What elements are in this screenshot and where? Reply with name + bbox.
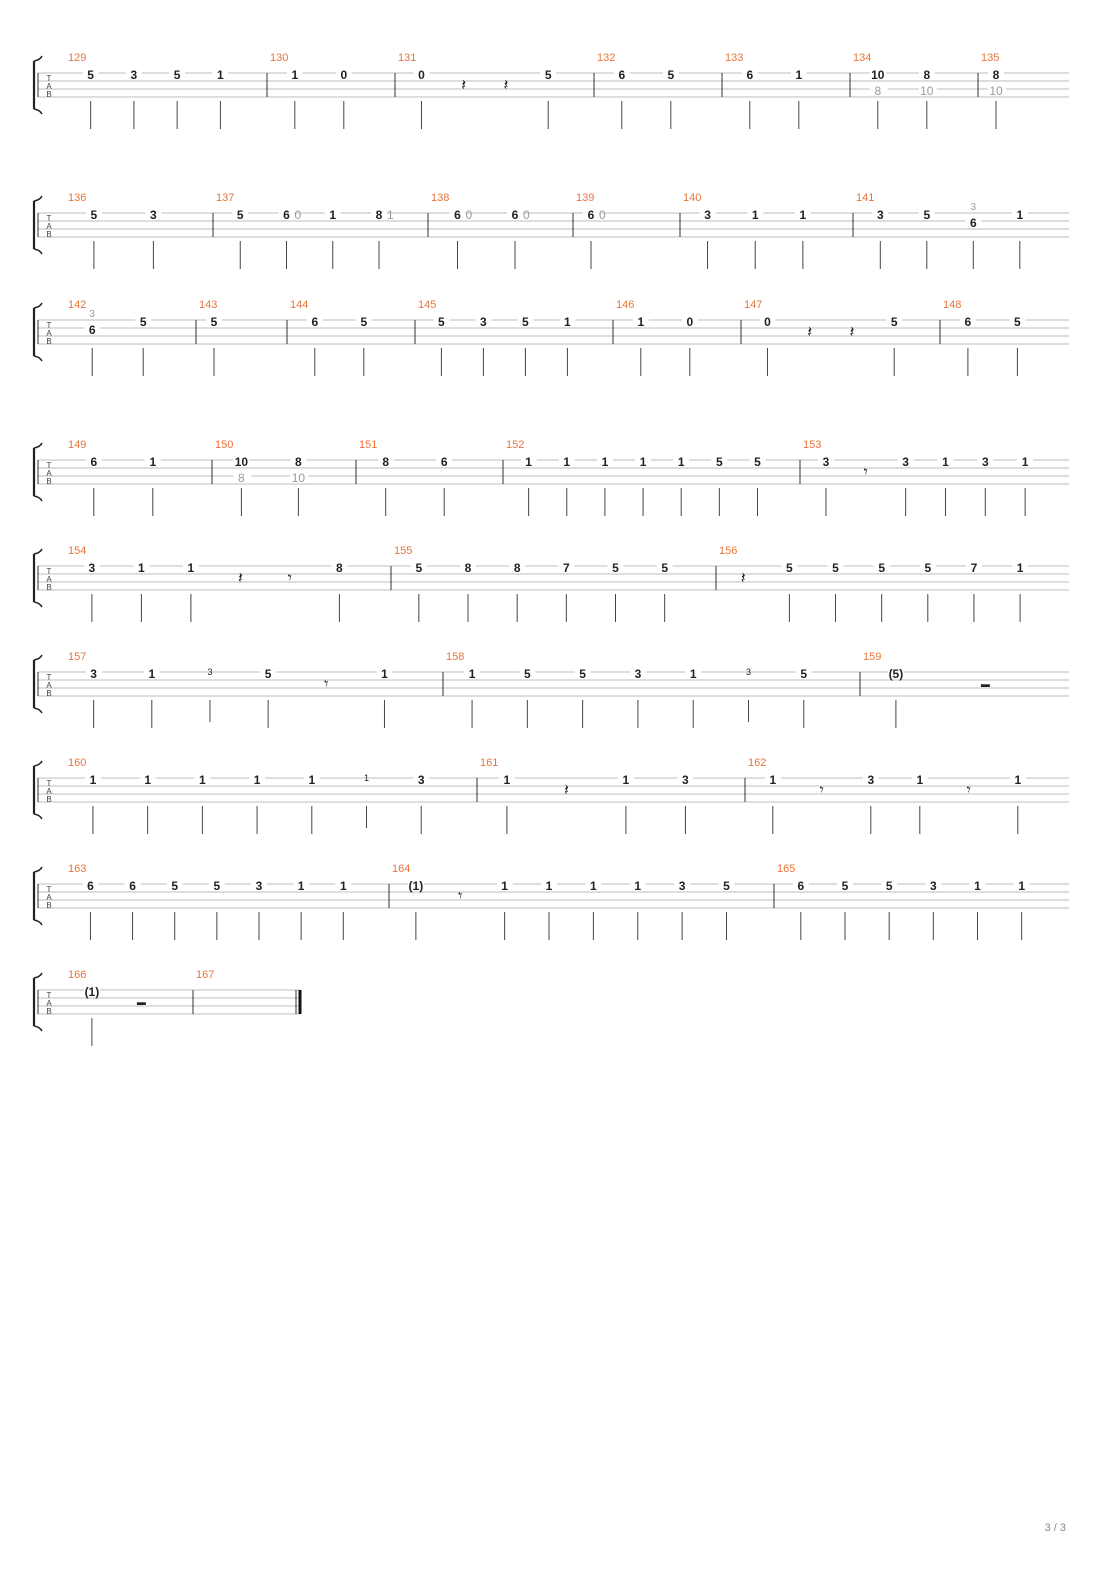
fret-number: 3 — [90, 667, 97, 681]
fret-number: 5 — [832, 561, 839, 575]
measure-number: 132 — [597, 52, 616, 64]
fret-number: 5 — [786, 561, 793, 575]
tab-clef-letter: A — [46, 222, 52, 231]
fret-number: 1 — [799, 208, 807, 222]
ghost-fret-number: 0 — [599, 208, 606, 222]
fret-number: 0 — [418, 68, 425, 82]
ghost-fret-number: 1 — [387, 208, 394, 222]
measure-number: 157 — [68, 651, 87, 663]
tab-clef-letter: B — [46, 230, 52, 239]
measure-number: 143 — [199, 299, 218, 311]
rest-symbol: ▬ — [136, 997, 146, 1007]
fret-number: 1 — [381, 667, 388, 681]
measure-number: 159 — [863, 651, 882, 663]
fret-number: 6 — [129, 879, 136, 893]
measure-number: 161 — [480, 757, 499, 769]
fret-number: 5 — [544, 68, 552, 82]
measure-number: 153 — [803, 439, 822, 451]
fret-number: 5 — [612, 561, 619, 575]
fret-number: 7 — [562, 561, 570, 575]
fret-number: 1 — [468, 667, 476, 681]
staff-system — [34, 863, 1069, 940]
fret-number: 3 — [981, 455, 989, 469]
fret-number: 1 — [308, 773, 316, 787]
rest-symbol: 𝄽 — [503, 77, 509, 94]
fret-number: 3 — [682, 773, 689, 787]
measure-number: 137 — [216, 192, 235, 204]
fret-number: 0 — [340, 68, 348, 82]
tab-clef-letter: A — [46, 893, 52, 902]
tab-clef-letter: A — [46, 469, 52, 478]
measure-number: 144 — [290, 299, 309, 311]
fret-number: 5 — [438, 315, 445, 329]
fret-number: 3 — [867, 773, 875, 787]
fret-number: 8 — [375, 208, 383, 222]
lower-fret-number: 10 — [920, 84, 934, 98]
staff-system — [34, 757, 1069, 834]
fret-number: 6 — [511, 208, 519, 222]
fret-number: 1 — [138, 561, 145, 575]
tab-clef-letter: A — [46, 999, 52, 1008]
measure-number: 156 — [719, 545, 738, 557]
fret-number: 3 — [902, 455, 909, 469]
rest-symbol: ▬ — [980, 679, 990, 689]
fret-number: 5 — [213, 879, 221, 893]
fret-number: 6 — [587, 208, 595, 222]
fret-number: 5 — [923, 208, 931, 222]
fret-number: 1 — [942, 455, 949, 469]
measure-number: 164 — [392, 863, 411, 875]
fret-number: 3 — [130, 68, 138, 82]
fret-number: 5 — [360, 315, 368, 329]
fret-number: 1 — [564, 315, 571, 329]
measure-number: 158 — [446, 651, 465, 663]
measure-number: 136 — [68, 192, 87, 204]
measure-number: 131 — [398, 52, 417, 64]
fret-number: 5 — [90, 208, 98, 222]
fret-number: 5 — [754, 455, 761, 469]
rest-symbol: 𝄾 — [287, 570, 293, 587]
measure-number: 133 — [725, 52, 744, 64]
fret-number: 3 — [678, 879, 686, 893]
fret-number: 5 — [661, 561, 669, 575]
tab-clef-letter: B — [46, 689, 52, 698]
fret-number: 6 — [88, 323, 96, 337]
measure-number: 141 — [856, 192, 875, 204]
fret-number: 5 — [173, 68, 181, 82]
fret-number: 6 — [797, 879, 805, 893]
measure-number: 138 — [431, 192, 450, 204]
fret-number: 1 — [89, 773, 97, 787]
upper-fret-number: 3 — [970, 202, 977, 213]
fret-number: 5 — [924, 561, 932, 575]
tab-clef-letter: B — [46, 795, 52, 804]
fret-number: 3 — [480, 315, 487, 329]
tab-clef-letter: A — [46, 329, 52, 338]
rest-symbol: 𝄾 — [966, 782, 971, 799]
fret-number: 1 — [563, 455, 571, 469]
ghost-fret-number: 0 — [523, 208, 530, 222]
measure-number: 166 — [68, 969, 87, 981]
measure-number: 146 — [616, 299, 635, 311]
fret-number: 5 — [139, 315, 147, 329]
fret-number: 5 — [715, 455, 723, 469]
fret-number: (1) — [84, 985, 100, 999]
rest-symbol: 𝄾 — [324, 676, 329, 693]
fret-number: 8 — [382, 455, 390, 469]
measure-number: 129 — [68, 52, 87, 64]
fret-number: 5 — [415, 561, 423, 575]
staff-system — [34, 545, 1069, 622]
tab-clef-letter: T — [46, 321, 52, 330]
measure-number: 147 — [744, 299, 763, 311]
fret-number: 1 — [689, 667, 697, 681]
fret-number: 1 — [297, 879, 305, 893]
tab-clef-letter: T — [46, 991, 52, 1000]
fret-number: 1 — [501, 879, 508, 893]
measure-number: 145 — [418, 299, 437, 311]
tab-clef-letter: A — [46, 575, 52, 584]
measure-number: 149 — [68, 439, 87, 451]
rest-symbol: 𝄽 — [237, 570, 243, 587]
fret-number: 5 — [885, 879, 893, 893]
fret-number: 8 — [295, 455, 302, 469]
tab-clef-letter: T — [46, 74, 52, 83]
fret-number: 1 — [199, 773, 206, 787]
fret-number: 5 — [890, 315, 898, 329]
fret-number: 1 — [187, 561, 195, 575]
measure-number: 165 — [777, 863, 796, 875]
rest-symbol: 𝄾 — [863, 464, 868, 481]
fret-number: 3 — [634, 667, 642, 681]
tab-clef-letter: B — [46, 1007, 52, 1016]
fret-number: 1 — [795, 68, 803, 82]
measure-number: 135 — [981, 52, 1000, 64]
staff-system — [34, 439, 1069, 516]
grace-note: 3 — [207, 667, 213, 677]
fret-number: 1 — [974, 879, 981, 893]
measure-number: 142 — [68, 299, 87, 311]
fret-number: 1 — [590, 879, 597, 893]
fret-number: 3 — [255, 879, 263, 893]
fret-number: 1 — [639, 455, 647, 469]
fret-number: 5 — [579, 667, 586, 681]
fret-number: 6 — [90, 455, 98, 469]
tab-clef-letter: A — [46, 787, 52, 796]
fret-number: 3 — [704, 208, 711, 222]
lower-fret-number: 8 — [238, 471, 245, 485]
fret-number: 5 — [841, 879, 849, 893]
tab-clef-letter: B — [46, 337, 52, 346]
fret-number: 3 — [929, 879, 937, 893]
fret-number: 1 — [291, 68, 299, 82]
fret-number: 1 — [329, 208, 337, 222]
lower-fret-number: 10 — [989, 84, 1003, 98]
fret-number: 5 — [723, 879, 730, 893]
rest-symbol: 𝄾 — [458, 888, 463, 905]
fret-number: 10 — [871, 68, 885, 82]
fret-number: 6 — [454, 208, 461, 222]
fret-number: 6 — [964, 315, 972, 329]
fret-number: (1) — [408, 879, 424, 893]
fret-number: 3 — [417, 773, 425, 787]
fret-number: 1 — [769, 773, 777, 787]
fret-number: 5 — [667, 68, 675, 82]
tab-clef-letter: B — [46, 583, 52, 592]
measure-number: 162 — [748, 757, 767, 769]
fret-number: 5 — [1014, 315, 1021, 329]
measure-number: 139 — [576, 192, 595, 204]
rest-symbol: 𝄾 — [819, 782, 824, 799]
fret-number: 1 — [217, 68, 224, 82]
fret-number: 6 — [969, 216, 977, 230]
fret-number: 8 — [336, 561, 343, 575]
tab-clef-letter: T — [46, 461, 52, 470]
staff-system — [34, 651, 1069, 728]
fret-number: 7 — [970, 561, 978, 575]
rest-symbol: 𝄽 — [849, 324, 855, 341]
tab-clef-letter: B — [46, 90, 52, 99]
staff-system — [34, 192, 1069, 269]
fret-number: 1 — [622, 773, 630, 787]
measure-number: 134 — [853, 52, 872, 64]
fret-number: 10 — [234, 455, 249, 469]
measure-number: 167 — [196, 969, 215, 981]
fret-number: 0 — [686, 315, 694, 329]
fret-number: 8 — [464, 561, 472, 575]
tab-clef-letter: A — [46, 82, 52, 91]
fret-number: 5 — [210, 315, 218, 329]
fret-number: 5 — [236, 208, 244, 222]
measure-number: 148 — [943, 299, 962, 311]
lower-fret-number: 10 — [291, 471, 306, 485]
tab-clef-letter: B — [46, 477, 52, 486]
fret-number: 8 — [513, 561, 521, 575]
fret-number: 5 — [171, 879, 179, 893]
fret-number: 1 — [1016, 561, 1024, 575]
staff-system — [34, 299, 1069, 376]
fret-number: (5) — [888, 667, 904, 681]
fret-number: 1 — [545, 879, 553, 893]
fret-number: 5 — [878, 561, 886, 575]
fret-number: 8 — [992, 68, 1000, 82]
fret-number: 1 — [503, 773, 511, 787]
measure-number: 163 — [68, 863, 87, 875]
fret-number: 1 — [339, 879, 347, 893]
fret-number: 5 — [264, 667, 272, 681]
measure-number: 130 — [270, 52, 289, 64]
fret-number: 5 — [800, 667, 808, 681]
fret-number: 6 — [311, 315, 319, 329]
fret-number: 1 — [1021, 455, 1029, 469]
rest-symbol: 𝄽 — [563, 782, 569, 799]
tab-clef-letter: T — [46, 779, 52, 788]
measure-number: 150 — [215, 439, 234, 451]
fret-number: 6 — [746, 68, 754, 82]
tab-clef-letter: B — [46, 901, 52, 910]
fret-number: 6 — [440, 455, 448, 469]
fret-number: 1 — [751, 208, 759, 222]
tab-clef-letter: T — [46, 673, 52, 682]
page-number: 3 / 3 — [1044, 1522, 1066, 1534]
fret-number: 3 — [150, 208, 157, 222]
fret-number: 8 — [923, 68, 931, 82]
ghost-fret-number: 0 — [465, 208, 473, 222]
fret-number: 1 — [601, 455, 609, 469]
fret-number: 6 — [87, 879, 94, 893]
fret-number: 0 — [764, 315, 771, 329]
measure-number: 152 — [506, 439, 525, 451]
ghost-fret-number: 0 — [294, 208, 302, 222]
fret-number: 1 — [144, 773, 152, 787]
grace-note: 3 — [745, 667, 751, 677]
fret-number: 5 — [87, 68, 94, 82]
fret-number: 1 — [1014, 773, 1022, 787]
tab-clef-letter: A — [46, 681, 52, 690]
fret-number: 1 — [149, 455, 157, 469]
fret-number: 1 — [916, 773, 924, 787]
fret-number: 3 — [88, 561, 96, 575]
fret-number: 3 — [822, 455, 830, 469]
staff-system — [34, 52, 1069, 129]
fret-number: 1 — [148, 667, 156, 681]
rest-symbol: 𝄽 — [740, 570, 746, 587]
fret-number: 1 — [1016, 208, 1024, 222]
fret-number: 1 — [253, 773, 261, 787]
measure-number: 154 — [68, 545, 87, 557]
fret-number: 1 — [525, 455, 532, 469]
grace-note: 1 — [364, 773, 370, 783]
measure-number: 140 — [683, 192, 702, 204]
fret-number: 6 — [283, 208, 290, 222]
fret-number: 3 — [876, 208, 884, 222]
tab-clef-letter: T — [46, 885, 52, 894]
measure-number: 151 — [359, 439, 378, 451]
fret-number: 6 — [618, 68, 626, 82]
fret-number: 1 — [634, 879, 642, 893]
tab-clef-letter: T — [46, 567, 52, 576]
fret-number: 1 — [677, 455, 685, 469]
rest-symbol: 𝄽 — [461, 77, 467, 94]
fret-number: 1 — [1018, 879, 1026, 893]
fret-number: 5 — [522, 315, 529, 329]
tab-clef-letter: T — [46, 214, 52, 223]
measure-number: 160 — [68, 757, 87, 769]
fret-number: 1 — [637, 315, 645, 329]
lower-fret-number: 8 — [874, 84, 882, 98]
upper-fret-number: 3 — [89, 309, 95, 320]
measure-number: 155 — [394, 545, 413, 557]
rest-symbol: 𝄽 — [807, 324, 813, 341]
fret-number: 5 — [523, 667, 531, 681]
staff-system — [34, 969, 300, 1046]
